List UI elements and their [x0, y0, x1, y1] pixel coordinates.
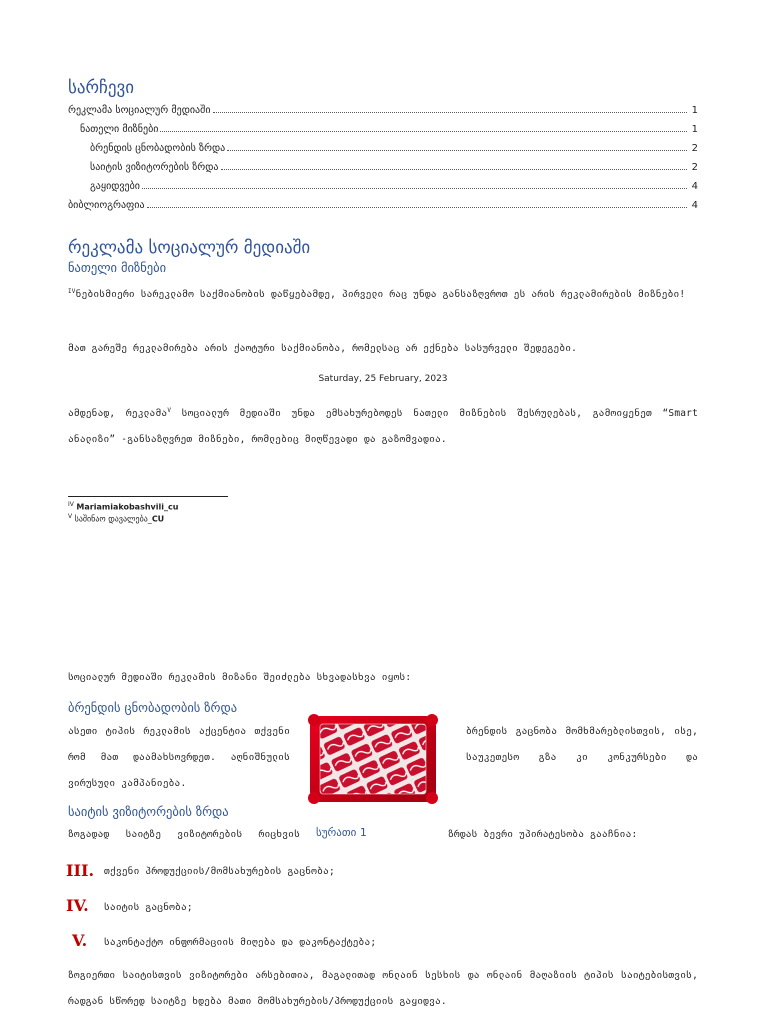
subsection-heading: ბრენდის ცნობადობის ზრდა [68, 700, 238, 715]
paragraph-left [68, 719, 290, 771]
footnote-mark: IV [68, 501, 74, 508]
toc-entry-label: რეკლამა სოციალურ მედიაში [68, 105, 211, 116]
list-item [66, 896, 89, 915]
text-line: ვირუსული კამპანიება. [68, 778, 187, 789]
toc-entry[interactable] [80, 117, 698, 135]
toc-entry-page: 2 [691, 162, 698, 173]
footnote-separator [68, 496, 228, 497]
toc-entry[interactable] [90, 155, 698, 173]
toc-entry-page: 1 [691, 105, 698, 116]
scroll-picture-graphic [306, 710, 440, 806]
section-heading: რეკლამა სოციალურ მედიაში [68, 238, 311, 258]
list-item-text: საიტის გაცნობა; [104, 902, 193, 913]
toc-entry-label: ბრენდის ცნობადობის ზრდა [90, 143, 226, 154]
footnote [68, 501, 178, 512]
toc-entry-label: ნათელი მიზნები [80, 124, 159, 135]
toc-entry[interactable] [68, 193, 698, 211]
paragraph: ზოგიერთი საიტისთვის ვიზიტორები არსებითია, მაგალითად ონლაინ სესხის და ონლაინ მაღაზიის ტიპის საიტებისთვის, რადგან სწორედ საიტზე ხდება მათი მომსახურების/პროდუქციის გაყიდვა. [68, 970, 698, 1007]
subsection-heading: საიტის ვიზიტორების ზრდა [68, 804, 229, 819]
footnote-text-bold: CU [151, 514, 165, 524]
footnote-ref[interactable]: IV [68, 288, 76, 295]
toc-entry-label: საიტის ვიზიტორების ზრდა [90, 162, 219, 173]
toc-entry[interactable] [90, 136, 698, 154]
subsection-heading: ნათელი მიზნები [68, 260, 167, 275]
paragraph: სოციალურ მედიაში რეკლამის მიზანი შეიძლება სხვადასხვა იყოს: [68, 672, 412, 683]
text-line: ბრენდის გაცნობა მომხმარებლისთვის, ისე, [466, 726, 698, 737]
toc-entry[interactable] [68, 98, 698, 116]
paragraph [68, 398, 698, 453]
toc-leader [160, 131, 687, 132]
toc-title: სარჩევი [68, 78, 135, 98]
footnote-ref[interactable]: V [167, 407, 172, 414]
paragraph-text: ამდენად, რეკლამა [68, 408, 168, 420]
text-line: ასეთი ტიპის რეკლამის აქცენტია თქვენი [68, 726, 290, 737]
date-field: Saturday, 25 February, 2023 [318, 374, 448, 384]
toc-entry-label: ბიბლიოგრაფია [68, 200, 145, 211]
footnote-text: საშინაო დავალება_ [74, 514, 152, 524]
toc-leader [147, 207, 687, 208]
toc-entry-page: 1 [691, 124, 698, 135]
toc-leader [142, 188, 687, 189]
toc-entry-page: 4 [691, 200, 698, 211]
paragraph-text: ნებისმიერი სარეკლამო საქმიანობის დაწყებამდე, პირველი რაც უნდა განსაზღვროთ ეს არის რეკლამირების მიზნები! [75, 289, 686, 301]
scroll-picture[interactable] [306, 710, 440, 806]
text-line: ზოგადად საიტზე ვიზიტორების რიცხვის [68, 829, 300, 840]
toc-entry-label: გაყიდვები [90, 181, 140, 192]
paragraph-text: სოციალურ მედიაში უნდა ემსახურებოდეს ნათელი მიზნების შესრულებას, გამოიყენეთ “Smart ანალიზი” -განსაზღვრეთ მიზნები, რომლებიც მიღწევადი და გაზომვადია. [68, 408, 698, 446]
toc-leader [213, 112, 688, 113]
footnote [68, 513, 164, 524]
toc-entry[interactable] [90, 174, 698, 192]
text-line: საუკეთესო გზა კი კონკურსები და [466, 752, 698, 763]
footnote-mark: V [68, 513, 73, 520]
list-number: IV. [66, 896, 89, 915]
list-item [66, 861, 94, 880]
toc-leader [227, 150, 687, 151]
list-item [72, 931, 87, 950]
paragraph-right [466, 719, 698, 771]
footnote-text: Mariamiakobashvili_cu [76, 502, 179, 512]
list-number: V. [72, 931, 88, 950]
toc-entry-page: 4 [691, 181, 698, 192]
text-line: რომ მათ დაამახსოვრდეთ. აღნიშნულის [68, 752, 290, 763]
list-item-text: საკონტაქტო ინფორმაციის მიღება და დაკონტაქტება; [104, 937, 377, 948]
paragraph [68, 279, 698, 308]
paragraph: მათ გარეშე რეკლამირება არის ქაოტური საქმიანობა, რომელსაც არ ექნება სასურველი შედეგები. [68, 343, 578, 354]
text-line: ზრდას ბევრი უპირატესობა გააჩნია: [448, 829, 638, 840]
figure-caption: სურათი 1 [316, 826, 367, 839]
list-number: III. [66, 861, 95, 880]
list-item-text: თქვენი პროდუქციის/მომსახურების გაცნობა; [104, 866, 335, 877]
toc-leader [221, 169, 687, 170]
toc-entry-page: 2 [691, 143, 698, 154]
